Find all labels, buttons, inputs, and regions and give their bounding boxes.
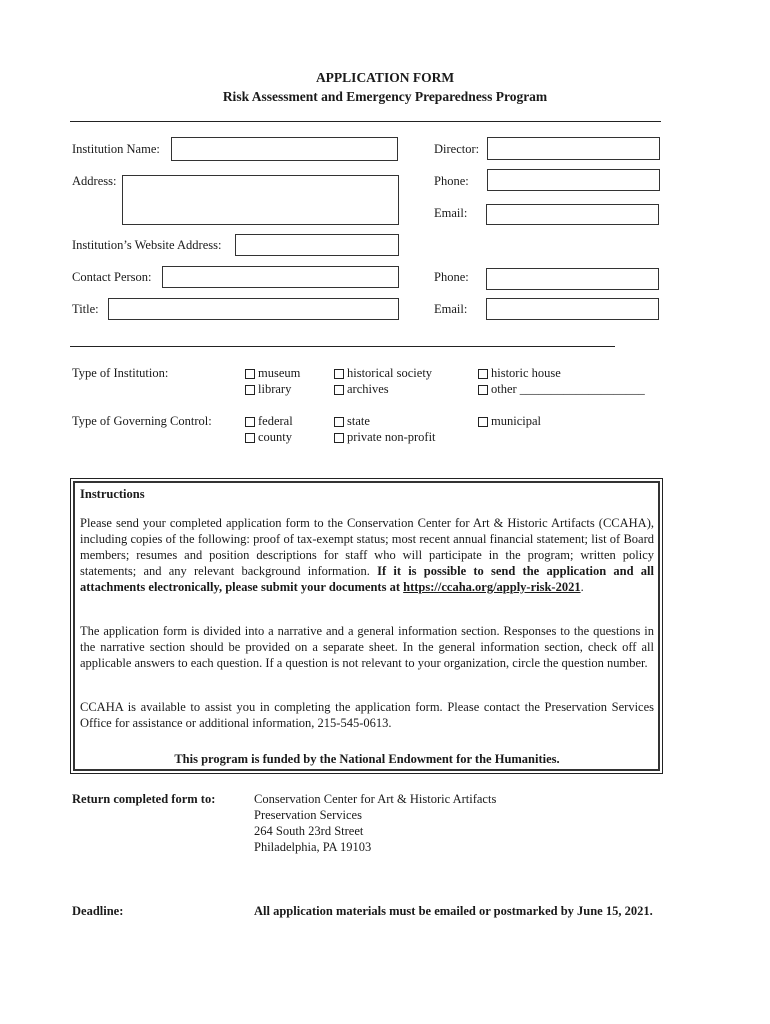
website-label: Institution’s Website Address: [72,238,222,252]
checkbox-square[interactable] [245,417,255,427]
checkbox-label: private non-profit [347,430,436,444]
institution-name-label: Institution Name: [72,142,160,156]
instructions-p1-text: Please send your completed application form to the Conservation Center for Art & Historic Artifacts (CCAHA), including copies of the following: proof of tax-exempt status; most recent annual financial statement; list of Board members; resumes and position descriptions for staff who will participate in the program; written policy statements; and any relevant background information. [80,516,654,578]
instructions-paragraph-1 [80,515,654,595]
checkbox-square[interactable] [478,385,488,395]
deadline-label: Deadline: [72,904,124,918]
checkbox-archives[interactable] [334,382,389,397]
checkbox-private-non-profit[interactable] [334,430,436,445]
return-address-line: 264 South 23rd Street [254,824,364,838]
instructions-p1-bold: If it is possible to send the application and all attachments electronically, please submit your documents at [80,564,654,594]
funding-note: This program is funded by the National Endowment for the Humanities. [174,752,560,766]
return-label: Return completed form to: [72,792,216,806]
checkbox-label: historical society [347,366,433,380]
return-address-line: Philadelphia, PA 19103 [254,840,372,854]
checkbox-square[interactable] [334,433,344,443]
checkbox-municipal[interactable] [478,414,541,429]
checkbox-historic-house[interactable] [478,366,561,381]
checkbox-label: municipal [491,414,541,428]
governing-control-label: Type of Governing Control: [72,414,212,428]
title-input[interactable] [108,298,399,320]
checkbox-square[interactable] [478,417,488,427]
checkbox-label: library [258,382,292,396]
instructions-p1-end: . [580,580,584,594]
contact-email-label: Email: [434,302,468,316]
checkbox-label: other ____________________ [491,382,645,396]
return-address-line: Conservation Center for Art & Historic Artifacts [254,792,497,806]
checkbox-label: federal [258,414,293,428]
checkbox-square[interactable] [245,369,255,379]
email-input[interactable] [486,204,659,225]
address-label: Address: [72,174,117,188]
institution-type-label: Type of Institution: [72,366,169,380]
checkbox-library[interactable] [245,382,291,397]
checkbox-other[interactable] [478,382,645,397]
director-input[interactable] [487,137,660,160]
checkbox-museum[interactable] [245,366,300,381]
contact-phone-input[interactable] [486,268,659,290]
contact-phone-label: Phone: [434,270,469,284]
checkbox-square[interactable] [245,433,255,443]
checkbox-label: historic house [491,366,561,380]
director-label: Director: [434,142,480,156]
section-divider [70,346,615,347]
email-label: Email: [434,206,468,220]
contact-email-input[interactable] [486,298,659,320]
form-subtitle: Risk Assessment and Emergency Preparedness Program [222,89,548,104]
checkbox-square[interactable] [334,385,344,395]
checkbox-state[interactable] [334,414,370,429]
website-input[interactable] [235,234,399,256]
return-address-line: Preservation Services [254,808,362,822]
form-title: APPLICATION FORM [315,70,455,85]
checkbox-historical-society[interactable] [334,366,432,381]
contact-person-label: Contact Person: [72,270,152,284]
checkbox-federal[interactable] [245,414,293,429]
deadline-text: All application materials must be emailed or postmarked by June 15, 2021. [254,904,653,918]
institution-name-input[interactable] [171,137,398,161]
checkbox-label: archives [347,382,389,396]
header-divider [70,121,661,122]
checkbox-label: county [258,430,293,444]
checkbox-square[interactable] [245,385,255,395]
phone-label: Phone: [434,174,469,188]
phone-input[interactable] [487,169,660,191]
contact-person-input[interactable] [162,266,399,288]
instructions-paragraph-2: The application form is divided into a narrative and a general information section. Responses to the questions in the narrative section should be provided on a separate sheet. In the general information section, check off all applicable answers to each question. If a question is not relevant to your organization, circle the question number. [80,624,654,670]
apply-link[interactable]: https://ccaha.org/apply-risk-2021 [403,580,581,594]
checkbox-label: museum [258,366,301,380]
title-label: Title: [72,302,99,316]
checkbox-square[interactable] [478,369,488,379]
checkbox-county[interactable] [245,430,292,445]
checkbox-label: state [347,414,370,428]
address-input[interactable] [122,175,399,225]
instructions-heading: Instructions [80,487,145,501]
instructions-paragraph-3: CCAHA is available to assist you in completing the application form. Please contact the Preservation Services Office for assistance or additional information, 215-545-0613. [80,700,654,730]
checkbox-square[interactable] [334,417,344,427]
checkbox-square[interactable] [334,369,344,379]
